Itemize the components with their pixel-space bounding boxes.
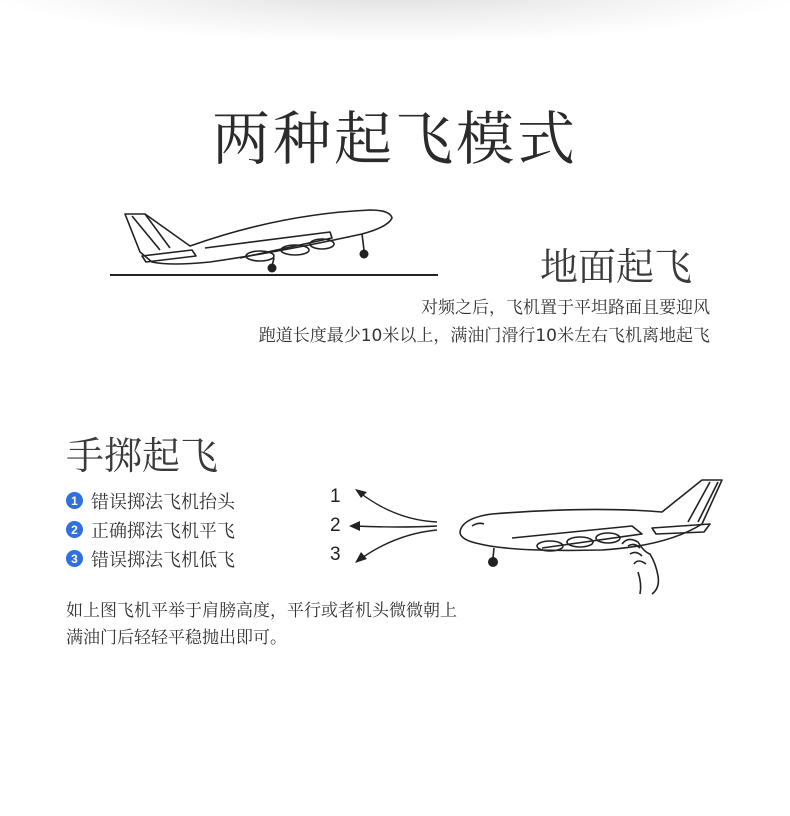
ground-takeoff-title: 地面起飞 xyxy=(540,245,693,289)
hand-launch-mode-list xyxy=(66,486,235,573)
arrow-number-2: 2 xyxy=(330,515,341,536)
ground-desc-line-2: 跑道长度最少10米以上，满油门滑行10米左右飞机离地起飞 xyxy=(258,326,710,346)
mode-label: 错误掷法飞机抬头 xyxy=(91,491,235,513)
ground-takeoff-description xyxy=(259,294,710,350)
arrow-number-3: 3 xyxy=(330,544,341,565)
hand-launch-title: 手掷起飞 xyxy=(66,434,219,478)
arrow-number-1: 1 xyxy=(330,486,341,507)
mode-label: 正确掷法飞机平飞 xyxy=(91,520,235,542)
number-badge: 3 xyxy=(66,550,83,567)
number-badge: 1 xyxy=(66,492,83,509)
hand-desc-line-1: 如上图飞机平举于肩膀高度，平行或者机头微微朝上 xyxy=(66,601,457,621)
ground-takeoff-plane-illustration xyxy=(100,200,450,285)
list-item xyxy=(66,544,235,573)
ground-desc-line-1: 对频之后，飞机置于平坦路面且要迎风 xyxy=(421,298,710,318)
top-shadow xyxy=(0,0,790,40)
hand-launch-description xyxy=(66,598,457,652)
number-badge: 2 xyxy=(66,521,83,538)
hand-desc-line-2: 满油门后轻轻平稳抛出即可。 xyxy=(66,628,287,648)
list-item xyxy=(66,515,235,544)
hand-launch-plane-illustration xyxy=(452,472,732,602)
page-title: 两种起飞模式 xyxy=(211,105,578,173)
throw-direction-arrows xyxy=(345,480,445,570)
mode-label: 错误掷法飞机低飞 xyxy=(91,549,235,571)
list-item xyxy=(66,486,235,515)
